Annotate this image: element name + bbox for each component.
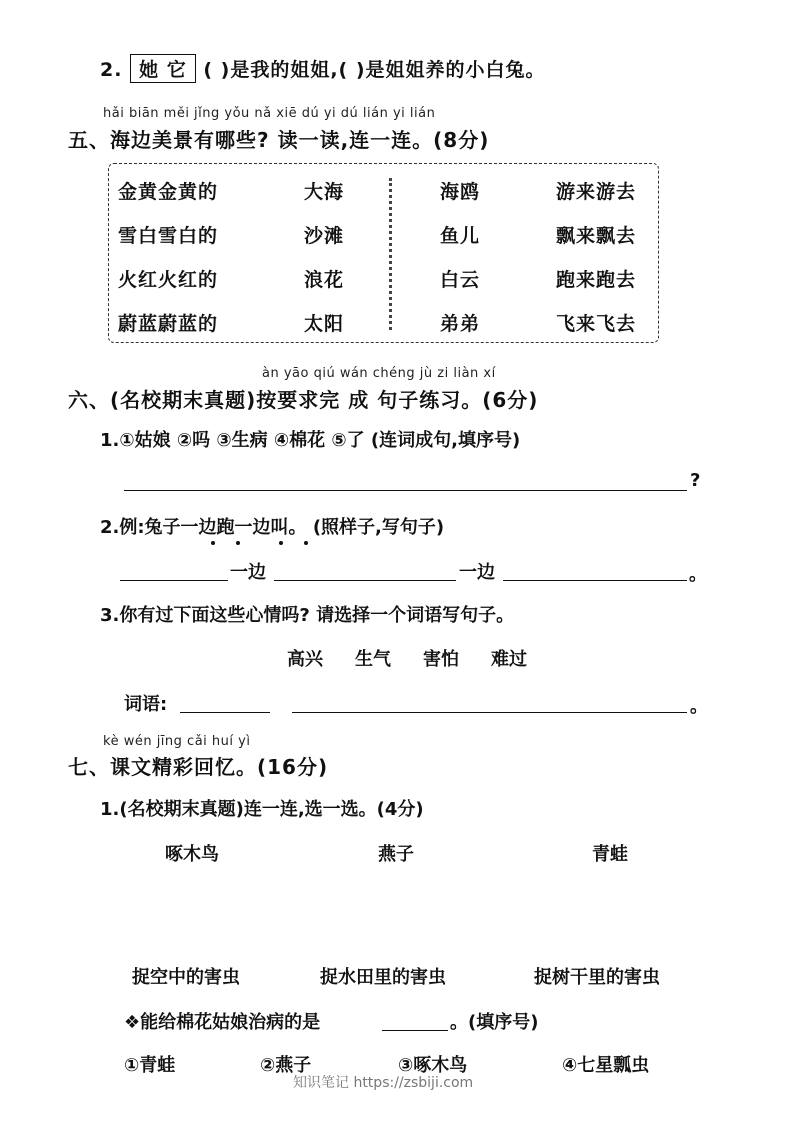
sec6-q2: 2.例:兔子一边跑一边叫。 (照样子,写句子) xyxy=(100,517,445,538)
col3-item[interactable]: 鱼儿 xyxy=(440,225,481,247)
choice-blank[interactable] xyxy=(382,1030,448,1031)
col3-item[interactable]: 白云 xyxy=(440,269,481,291)
col1-item[interactable]: 火红火红的 xyxy=(118,269,219,291)
q5-2-line xyxy=(100,54,546,83)
sec5-pinyin: hǎi biān měi jǐng yǒu nǎ xiē dú yi dú lián yi lián xyxy=(103,106,436,121)
q2-period: 。 xyxy=(689,564,707,585)
bird-item[interactable]: 青蛙 xyxy=(592,844,628,865)
word-option: 生气 xyxy=(355,649,391,670)
col3-item[interactable]: 弟弟 xyxy=(440,313,481,335)
sec6-q1: 1.①姑娘 ②吗 ③生病 ④棉花 ⑤了 (连词成句,填序号) xyxy=(100,430,521,451)
watermark: 知识笔记 https://zsbiji.com xyxy=(293,1075,474,1091)
col1-item[interactable]: 金黄金黄的 xyxy=(118,181,219,203)
table-divider xyxy=(389,178,392,330)
sec7-title: 七、课文精彩回忆。(16分) xyxy=(68,755,329,779)
q1-question-mark: ? xyxy=(690,470,701,491)
q1-answer-line[interactable] xyxy=(124,490,687,491)
col2-item[interactable]: 沙滩 xyxy=(304,225,345,247)
sec7-pinyin: kè wén jīng cǎi huí yì xyxy=(103,734,251,749)
choice-question-end: 。(填序号) xyxy=(450,1012,539,1033)
pest-item[interactable]: 捉水田里的害虫 xyxy=(320,967,446,988)
answer-blank-2[interactable]: ( ) xyxy=(338,59,366,81)
q2-yibian-1: 一边 xyxy=(230,562,266,583)
pest-item[interactable]: 捉树干里的害虫 xyxy=(534,967,660,988)
question-number: 2. xyxy=(100,59,123,81)
sec6-title: 六、(名校期末真题)按要求完 成 句子练习。(6分) xyxy=(68,388,539,412)
emphasis-dot xyxy=(304,541,308,545)
option-item: ④七星瓢虫 xyxy=(562,1055,650,1076)
sec6-pinyin: àn yāo qiú wán chéng jù zi liàn xí xyxy=(262,366,496,381)
option-item: ③啄木鸟 xyxy=(398,1055,468,1076)
sec6-q3: 3.你有过下面这些心情吗? 请选择一个词语写句子。 xyxy=(100,605,515,626)
sec5-title: 五、海边美景有哪些? 读一读,连一连。(8分) xyxy=(68,128,490,152)
emphasis-dot xyxy=(236,541,240,545)
col4-item[interactable]: 游来游去 xyxy=(556,181,637,203)
emphasis-dot xyxy=(211,541,215,545)
col4-item[interactable]: 跑来跑去 xyxy=(556,269,637,291)
word-option: 高兴 xyxy=(287,649,323,670)
option-item: ①青蛙 xyxy=(124,1055,176,1076)
ciyu-blank[interactable] xyxy=(180,712,270,713)
col1-item[interactable]: 蔚蓝蔚蓝的 xyxy=(118,313,219,335)
q2-blank-1[interactable] xyxy=(120,580,228,581)
bird-item[interactable]: 啄木鸟 xyxy=(165,844,219,865)
q2-blank-3[interactable] xyxy=(503,580,687,581)
col2-item[interactable]: 大海 xyxy=(304,181,345,203)
col4-item[interactable]: 飞来飞去 xyxy=(556,313,637,335)
col2-item[interactable]: 浪花 xyxy=(304,269,345,291)
emphasis-dot xyxy=(279,541,283,545)
col4-item[interactable]: 飘来飘去 xyxy=(556,225,637,247)
bird-item[interactable]: 燕子 xyxy=(378,844,414,865)
choice-question: ❖能给棉花姑娘治病的是 xyxy=(124,1012,321,1033)
q2-yibian-2: 一边 xyxy=(459,562,495,583)
answer-blank-1[interactable]: ( ) xyxy=(203,59,231,81)
col1-item[interactable]: 雪白雪白的 xyxy=(118,225,219,247)
word-option: 害怕 xyxy=(423,649,459,670)
word-option: 难过 xyxy=(491,649,527,670)
sec7-q1: 1.(名校期末真题)连一连,选一选。(4分) xyxy=(100,799,424,820)
option-item: ②燕子 xyxy=(260,1055,312,1076)
word-choice-box: 她 它 xyxy=(130,54,196,83)
sentence-blank[interactable] xyxy=(292,712,687,713)
ciyu-label: 词语: xyxy=(124,694,168,715)
q3-period: 。 xyxy=(690,696,708,717)
pest-item[interactable]: 捉空中的害虫 xyxy=(132,967,240,988)
q2-blank-2[interactable] xyxy=(274,580,456,581)
col3-item[interactable]: 海鸥 xyxy=(440,181,481,203)
col2-item[interactable]: 太阳 xyxy=(304,313,345,335)
sentence-part-2: 是姐姐养的小白兔。 xyxy=(365,59,546,81)
sentence-part-1: 是我的姐姐, xyxy=(230,59,339,81)
